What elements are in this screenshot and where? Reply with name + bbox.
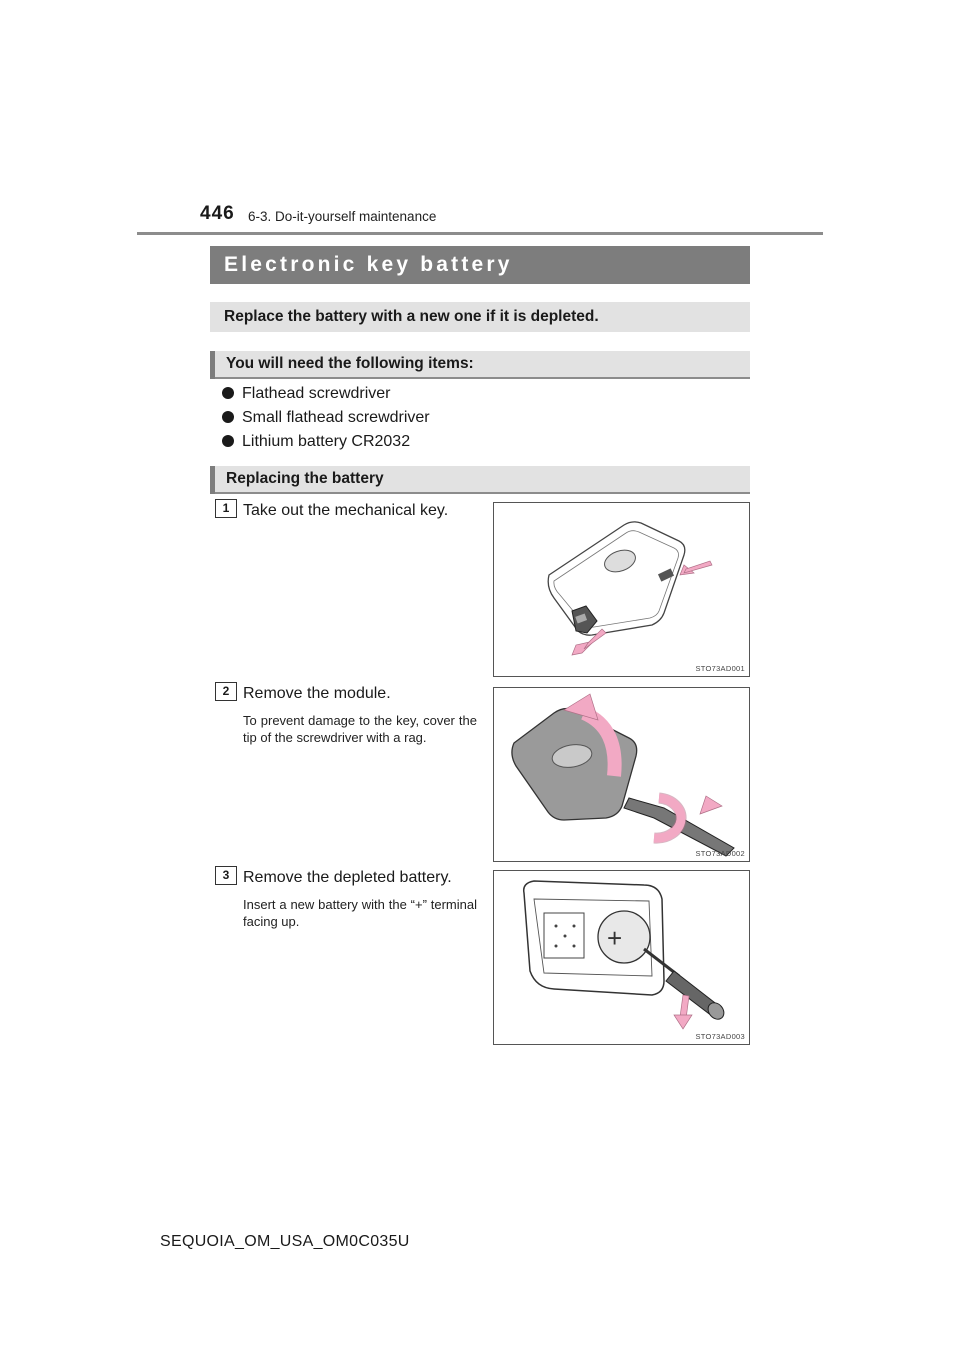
procedure-heading-bar (210, 466, 750, 494)
section-title: 6-3. Do-it-yourself maintenance (248, 209, 437, 224)
page-title-bar (210, 246, 750, 284)
step-note: To prevent damage to the key, cover the tip of the screwdriver with a rag. (243, 713, 477, 745)
footer-document-id: SEQUOIA_OM_USA_OM0C035U (160, 1233, 410, 1250)
step-instruction: Remove the module. (243, 685, 391, 702)
page-title: Electronic key battery (224, 253, 513, 276)
intro-text: Replace the battery with a new one if it is depleted. (224, 308, 599, 325)
list-item (222, 409, 430, 427)
list-item-label: Small flathead screwdriver (242, 409, 430, 426)
step-number-badge: 2 (215, 682, 237, 701)
list-item-label: Flathead screwdriver (242, 385, 391, 402)
step-number-badge: 3 (215, 866, 237, 885)
module-removal-illustration (494, 688, 749, 861)
step-instruction: Take out the mechanical key. (243, 502, 449, 519)
header-rule (137, 232, 823, 235)
battery-removal-illustration (494, 871, 749, 1044)
step-2-figure (493, 687, 750, 862)
list-item-label: Lithium battery CR2032 (242, 433, 411, 450)
svg-text:+: + (607, 923, 623, 953)
bullet-icon (222, 411, 234, 423)
bullet-icon (222, 387, 234, 399)
step-number-badge: 1 (215, 499, 237, 518)
step-3-figure (493, 870, 750, 1045)
bullet-icon (222, 435, 234, 447)
items-heading: You will need the following items: (226, 355, 474, 372)
key-fob-illustration (494, 503, 749, 676)
list-item (222, 385, 391, 403)
figure-code: STO73AD003 (695, 1032, 745, 1041)
figure-code: STO73AD001 (695, 664, 745, 673)
items-heading-bar (210, 351, 750, 379)
list-item (222, 433, 410, 451)
step-note: Insert a new battery with the “+” terminal facing up. (243, 897, 477, 929)
figure-code: STO73AD002 (695, 849, 745, 858)
procedure-heading: Replacing the battery (226, 470, 384, 487)
step-instruction: Remove the depleted battery. (243, 869, 452, 886)
intro-bar (210, 302, 750, 332)
step-1-figure (493, 502, 750, 677)
page-number: 446 (200, 203, 235, 224)
